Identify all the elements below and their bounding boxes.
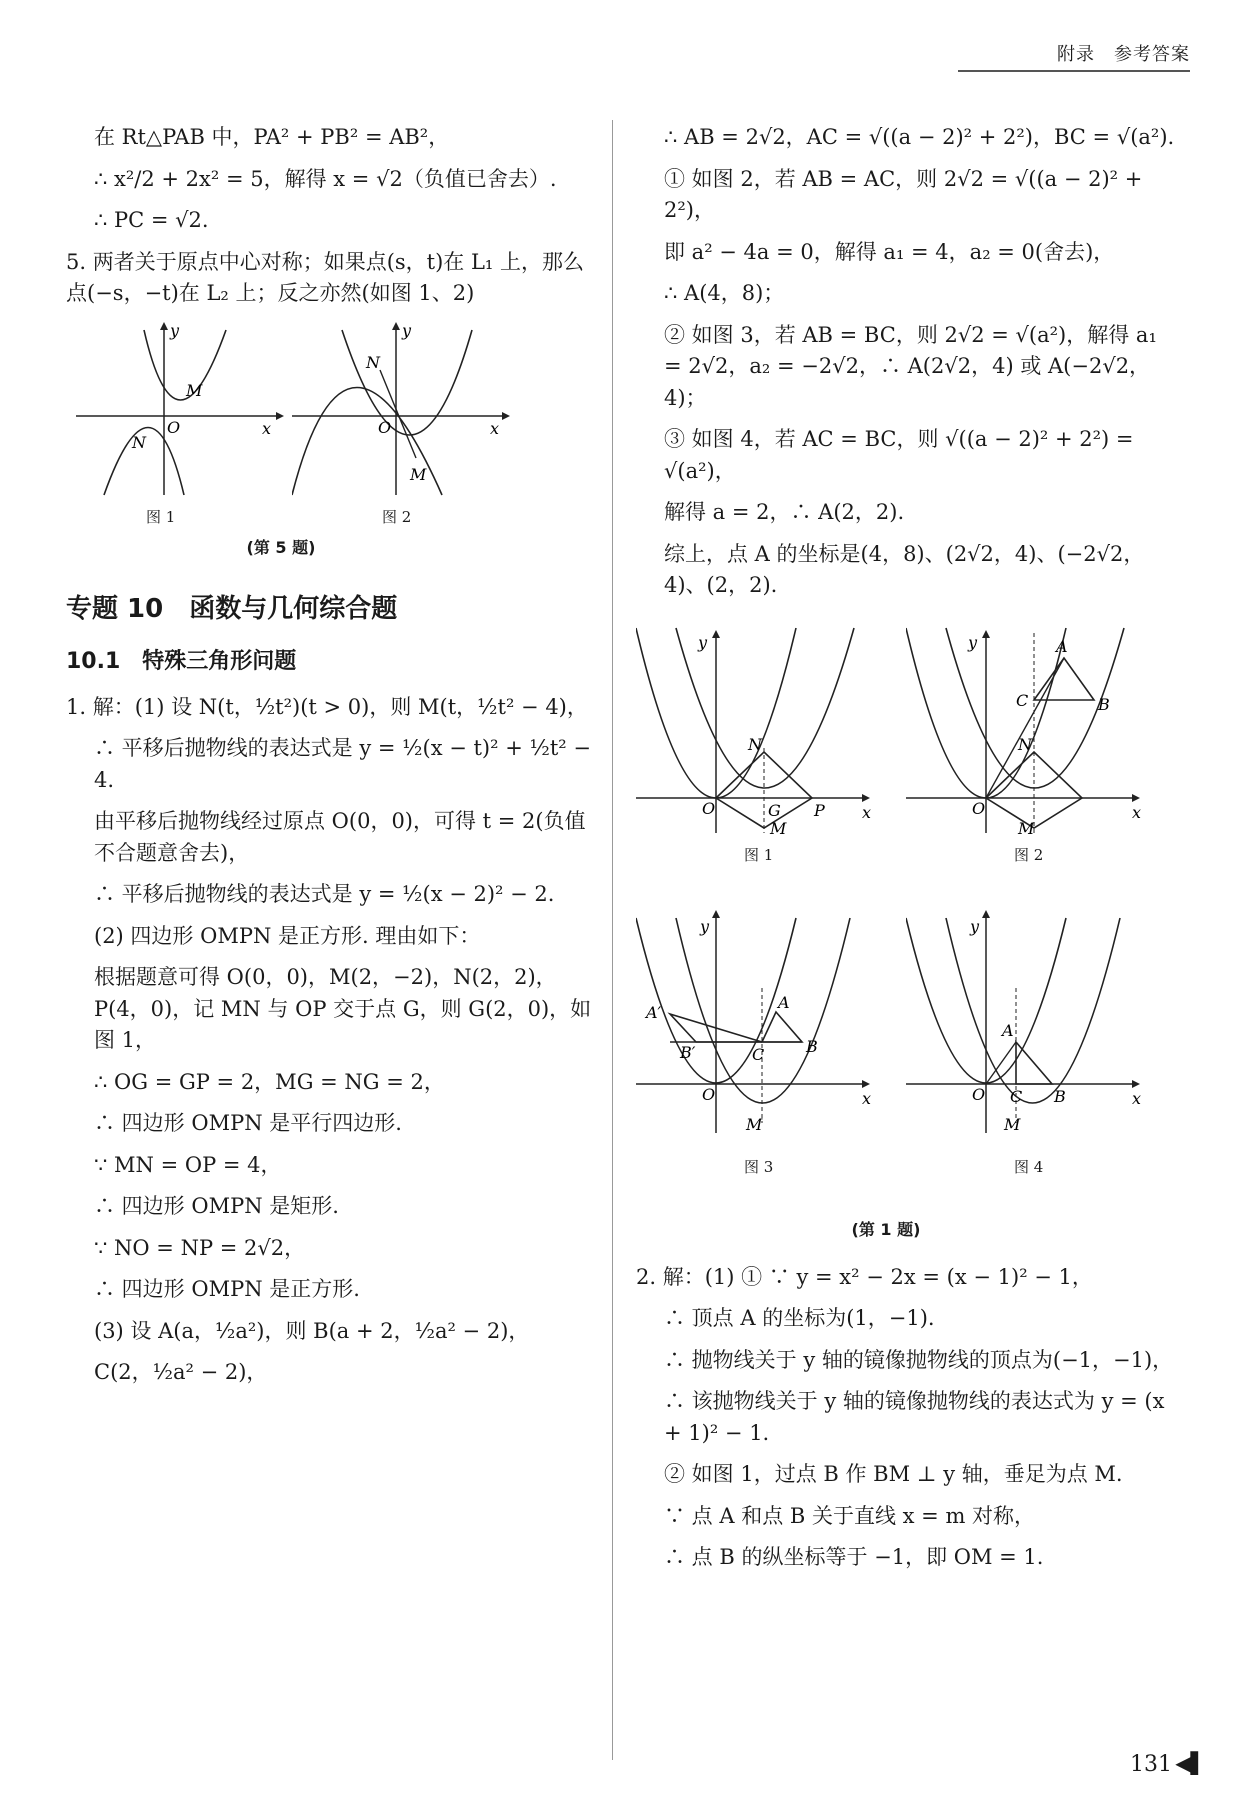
label-N: N [366,352,380,372]
solution-line: ∴ 四边形 OMPN 是矩形. [94,1194,339,1218]
label-O: O [167,417,181,437]
figure-caption: 图 2 [382,507,412,526]
solution-line: ∴ OG = GP = 2，MG = NG = 2， [94,1069,445,1094]
label-C: C [752,1044,765,1064]
label-y: y [970,916,980,936]
subtopic-title: 10.1 特殊三角形问题 [66,648,297,674]
text-line: ∴ PC = √2. [94,208,209,232]
solution-line: ∴ 点 B 的纵坐标等于 −1，即 OM = 1. [664,1545,1044,1569]
label-M: M [186,380,203,400]
figure-caption: 图 3 [744,1157,774,1176]
label-y: y [698,632,708,652]
figure-q5-2 [292,320,512,500]
label-A: A [1002,1020,1014,1040]
label-B: B [806,1036,818,1056]
solution-line: ∴ 顶点 A 的坐标为(1，−1). [664,1306,935,1330]
solution-line: ∴ A(4，8)； [664,281,785,305]
label-B: B [1054,1086,1066,1106]
label-N: N [132,432,146,452]
text-line: 在 Rt△PAB 中，PA² + PB² = AB²， [94,125,450,149]
solution-line: 由平移后抛物线经过原点 O(0，0)，可得 t = 2(负值不合题意舍去)， [94,809,586,865]
page-arrow-icon: ◀▌ [1175,1751,1206,1775]
solution-line: ∴ 平移后抛物线的表达式是 y = ½(x − t)² + ½t² − 4. [94,736,591,792]
topic-title: 专题 10 函数与几何综合题 [66,593,398,624]
figure-caption: 图 4 [1014,1157,1044,1176]
label-P: P [814,800,825,820]
question-caption: (第 1 题) [851,1219,921,1239]
right-column [636,122,1176,1584]
solution-line: 2. 解：(1) ① ∵ y = x² − 2x = (x − 1)² − 1， [636,1264,1093,1289]
label-x: x [262,418,272,438]
label-Bp: B′ [680,1042,696,1062]
solution-line: 即 a² − 4a = 0，解得 a₁ = 4，a₂ = 0(舍去)， [664,239,1115,264]
label-x: x [1132,1088,1142,1108]
solution-line: ∵ 点 A 和点 B 关于直线 x = m 对称， [664,1503,1036,1528]
solution-line: ① 如图 2，若 AB = AC，则 2√2 = √((a − 2)² + 2²)， [664,166,1143,222]
label-M: M [746,1114,763,1134]
label-C: C [1010,1086,1023,1106]
solution-line: ∴ AB = 2√2，AC = √((a − 2)² + 2²)，BC = √(a²). [664,125,1175,149]
solution-line: ③ 如图 4，若 AC = BC，则 √((a − 2)² + 2²) = √(a²)， [664,427,1134,483]
label-y: y [968,632,978,652]
figure-caption: 图 1 [744,845,774,864]
label-M: M [770,818,787,838]
solution-line: C(2，½a² − 2)， [94,1360,268,1384]
label-N: N [748,734,762,754]
solution-line: 1. 解：(1) 设 N(t，½t²)(t > 0)，则 M(t，½t² − 4)， [66,694,588,719]
solution-line: (3) 设 A(a，½a²)，则 B(a + 2，½a² − 2)， [94,1318,530,1343]
question-caption: (第 5 题) [246,537,316,557]
label-G: G [768,800,781,820]
solution-line: 根据题意可得 O(0，0)，M(2，−2)，N(2，2)，P(4，0)，记 MN 与 OP 交于点 G，则 G(2，0)，如图 1， [94,965,592,1052]
label-y: y [170,320,180,340]
figures-q1 [636,618,1176,1218]
figure-q1-4 [906,908,1146,1138]
label-x: x [862,802,872,822]
label-O: O [378,417,392,437]
column-divider [612,120,613,1760]
label-y: y [700,916,710,936]
label-B: B [1098,694,1110,714]
solution-line: ∵ NO = NP = 2√2， [94,1235,306,1260]
header-rule [958,70,1190,72]
label-O: O [702,1084,716,1104]
problem-5: 5. 两者关于原点中心对称；如果点(s，t)在 L₁ 上，那么点(−s，−t)在 L₂ 上；反之亦然(如图 1、2) [66,249,585,305]
label-Ap: A′ [646,1002,662,1022]
figures-q5 [66,320,602,530]
solution-line: ② 如图 3，若 AB = BC，则 2√2 = √(a²)，解得 a₁ = 2√2，a₂ = −2√2，∴ A(2√2，4) 或 A(−2√2，4)； [664,322,1157,410]
label-M: M [410,464,427,484]
label-O: O [972,1084,986,1104]
solution-line: ∴ 平移后抛物线的表达式是 y = ½(x − 2)² − 2. [94,882,555,906]
figure-q1-3 [636,908,876,1138]
label-y: y [402,320,412,340]
label-M: M [1018,818,1035,838]
label-O: O [972,798,986,818]
figure-caption: 图 1 [146,507,176,526]
figure-q1-1 [636,618,876,838]
solution-line: ∵ MN = OP = 4， [94,1152,282,1177]
label-M: M [1004,1114,1021,1134]
label-C: C [1016,690,1029,710]
solution-line: 解得 a = 2，∴ A(2，2). [664,500,905,524]
label-x: x [862,1088,872,1108]
solution-line: ∴ 该抛物线关于 y 轴的镜像抛物线的表达式为 y = (x + 1)² − 1. [664,1389,1165,1445]
solution-line: ∴ 四边形 OMPN 是正方形. [94,1277,360,1301]
label-x: x [490,418,500,438]
solution-line: ∴ 抛物线关于 y 轴的镜像抛物线的顶点为(−1，−1)， [664,1347,1174,1372]
page-number: 131 [1130,1752,1172,1777]
label-A: A [778,992,790,1012]
label-O: O [702,798,716,818]
label-A: A [1056,636,1068,656]
solution-line: ∴ 四边形 OMPN 是平行四边形. [94,1111,402,1135]
text-line: ∴ x²/2 + 2x² = 5，解得 x = √2（负值已舍去）. [94,166,557,191]
solution-line: (2) 四边形 OMPN 是正方形. 理由如下： [94,923,481,948]
left-column [66,122,602,1399]
label-x: x [1132,802,1142,822]
figure-q5-1 [66,320,286,500]
figure-caption: 图 2 [1014,845,1044,864]
label-N: N [1018,734,1032,754]
solution-line: ② 如图 1，过点 B 作 BM ⊥ y 轴，垂足为点 M. [664,1462,1123,1486]
figure-q1-2 [906,618,1146,838]
solution-line: 综上，点 A 的坐标是(4，8)、(2√2，4)、(−2√2，4)、(2，2). [664,541,1145,597]
page-header: 附录 参考答案 [1057,44,1190,65]
